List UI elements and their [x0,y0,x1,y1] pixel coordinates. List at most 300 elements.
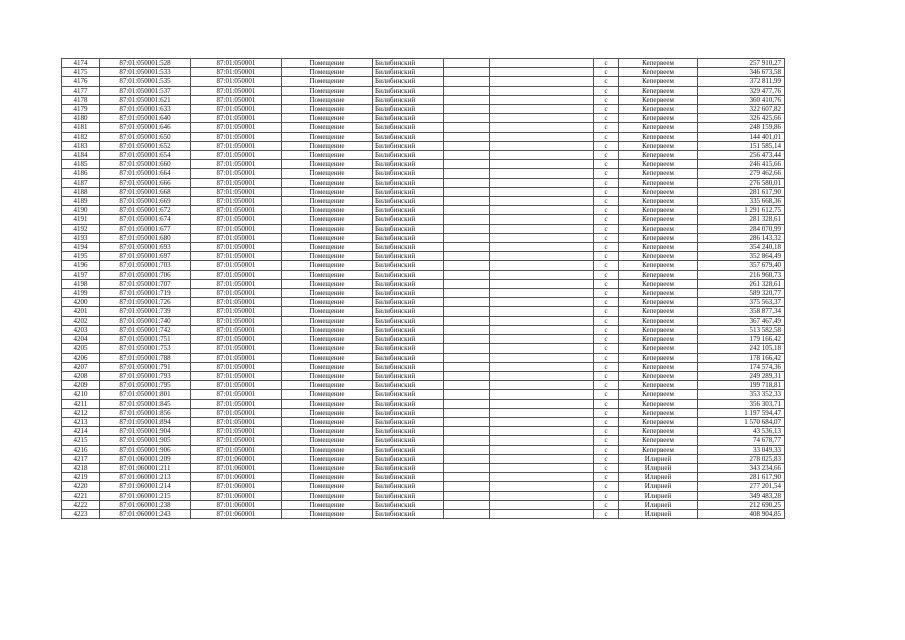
empty-cell [444,197,490,206]
empty-cell [444,178,490,187]
settlement-cell: Кепервеем [619,381,698,390]
cadastral-number-cell: 87:01:050001:707 [100,279,191,288]
cadastral-value-cell: 257 910,27 [698,59,785,68]
district-cell: Билибинский [373,381,444,390]
cadastral-number-cell: 87:01:060001:211 [100,463,191,472]
settlement-cell: Илирней [619,491,698,500]
cadastral-block-cell: 87:01:050001 [191,132,282,141]
table-row [62,371,785,380]
empty-cell [444,114,490,123]
cadastral-value-cell: 277 201,54 [698,482,785,491]
object-type-cell: Помещение [282,243,373,252]
cadastral-block-cell: 87:01:050001 [191,224,282,233]
empty-cell [444,417,490,426]
object-type-cell: Помещение [282,491,373,500]
cadastral-value-cell: 249 289,31 [698,371,785,380]
empty-cell [490,206,594,215]
cadastral-number-cell: 87:01:060001:213 [100,473,191,482]
registry-sheet [61,58,785,519]
cadastral-number-cell: 87:01:050001:726 [100,298,191,307]
cadastral-block-cell: 87:01:050001 [191,178,282,187]
object-type-cell: Помещение [282,353,373,362]
empty-cell [490,233,594,242]
settlement-type-cell: с [594,408,619,417]
table-row [62,261,785,270]
empty-cell [490,316,594,325]
registry-table [61,58,785,519]
settlement-type-cell: с [594,123,619,132]
district-cell: Билибинский [373,141,444,150]
district-cell: Билибинский [373,491,444,500]
settlement-type-cell: с [594,141,619,150]
empty-cell [444,187,490,196]
cadastral-number-cell: 87:01:050001:650 [100,132,191,141]
settlement-type-cell: с [594,500,619,509]
settlement-cell: Илирней [619,463,698,472]
cadastral-block-cell: 87:01:050001 [191,436,282,445]
object-type-cell: Помещение [282,298,373,307]
cadastral-block-cell: 87:01:050001 [191,307,282,316]
district-cell: Билибинский [373,197,444,206]
row-number-cell: 4191 [62,215,100,224]
cadastral-block-cell: 87:01:050001 [191,371,282,380]
cadastral-number-cell: 87:01:060001:209 [100,454,191,463]
empty-cell [490,353,594,362]
cadastral-value-cell: 353 352,33 [698,390,785,399]
table-row [62,132,785,141]
cadastral-block-cell: 87:01:060001 [191,482,282,491]
cadastral-value-cell: 360 410,76 [698,95,785,104]
cadastral-number-cell: 87:01:050001:703 [100,261,191,270]
district-cell: Билибинский [373,316,444,325]
cadastral-block-cell: 87:01:060001 [191,509,282,518]
cadastral-number-cell: 87:01:050001:640 [100,114,191,123]
empty-cell [444,482,490,491]
settlement-cell: Кепервеем [619,261,698,270]
empty-cell [444,289,490,298]
cadastral-block-cell: 87:01:050001 [191,316,282,325]
empty-cell [444,427,490,436]
cadastral-number-cell: 87:01:050001:533 [100,68,191,77]
cadastral-number-cell: 87:01:050001:742 [100,325,191,334]
cadastral-number-cell: 87:01:050001:894 [100,417,191,426]
cadastral-value-cell: 375 563,37 [698,298,785,307]
settlement-cell: Кепервеем [619,178,698,187]
row-number-cell: 4203 [62,325,100,334]
cadastral-block-cell: 87:01:050001 [191,206,282,215]
table-row [62,270,785,279]
district-cell: Билибинский [373,215,444,224]
cadastral-block-cell: 87:01:050001 [191,68,282,77]
cadastral-value-cell: 589 320,77 [698,289,785,298]
district-cell: Билибинский [373,298,444,307]
object-type-cell: Помещение [282,233,373,242]
cadastral-number-cell: 87:01:050001:904 [100,427,191,436]
district-cell: Билибинский [373,77,444,86]
empty-cell [490,187,594,196]
settlement-cell: Кепервеем [619,335,698,344]
table-row [62,381,785,390]
cadastral-value-cell: 246 415,66 [698,160,785,169]
row-number-cell: 4197 [62,270,100,279]
table-row [62,500,785,509]
empty-cell [490,417,594,426]
row-number-cell: 4219 [62,473,100,482]
empty-cell [444,500,490,509]
empty-cell [444,445,490,454]
cadastral-value-cell: 276 580,01 [698,178,785,187]
district-cell: Билибинский [373,408,444,417]
row-number-cell: 4217 [62,454,100,463]
empty-cell [490,325,594,334]
settlement-cell: Кепервеем [619,408,698,417]
empty-cell [490,473,594,482]
settlement-type-cell: с [594,151,619,160]
object-type-cell: Помещение [282,141,373,150]
row-number-cell: 4202 [62,316,100,325]
empty-cell [490,307,594,316]
cadastral-number-cell: 87:01:050001:753 [100,344,191,353]
cadastral-value-cell: 343 234,66 [698,463,785,472]
district-cell: Билибинский [373,187,444,196]
settlement-cell: Кепервеем [619,371,698,380]
district-cell: Билибинский [373,500,444,509]
empty-cell [444,86,490,95]
district-cell: Билибинский [373,105,444,114]
district-cell: Билибинский [373,86,444,95]
empty-cell [490,178,594,187]
settlement-cell: Кепервеем [619,206,698,215]
empty-cell [490,436,594,445]
cadastral-number-cell: 87:01:060001:238 [100,500,191,509]
district-cell: Билибинский [373,289,444,298]
cadastral-block-cell: 87:01:050001 [191,279,282,288]
empty-cell [444,169,490,178]
row-number-cell: 4187 [62,178,100,187]
cadastral-value-cell: 278 025,83 [698,454,785,463]
table-row [62,279,785,288]
row-number-cell: 4188 [62,187,100,196]
row-number-cell: 4183 [62,141,100,150]
settlement-cell: Кепервеем [619,417,698,426]
settlement-type-cell: с [594,473,619,482]
settlement-type-cell: с [594,491,619,500]
empty-cell [490,224,594,233]
empty-cell [444,243,490,252]
settlement-cell: Кепервеем [619,132,698,141]
cadastral-value-cell: 281 328,61 [698,215,785,224]
cadastral-number-cell: 87:01:050001:537 [100,86,191,95]
settlement-cell: Илирней [619,473,698,482]
cadastral-block-cell: 87:01:050001 [191,151,282,160]
settlement-cell: Кепервеем [619,160,698,169]
district-cell: Билибинский [373,417,444,426]
table-row [62,353,785,362]
row-number-cell: 4193 [62,233,100,242]
settlement-cell: Кепервеем [619,270,698,279]
cadastral-value-cell: 199 718,81 [698,381,785,390]
object-type-cell: Помещение [282,454,373,463]
empty-cell [490,132,594,141]
cadastral-value-cell: 33 049,33 [698,445,785,454]
cadastral-value-cell: 212 690,25 [698,500,785,509]
object-type-cell: Помещение [282,279,373,288]
empty-cell [490,105,594,114]
empty-cell [490,362,594,371]
object-type-cell: Помещение [282,436,373,445]
settlement-cell: Илирней [619,454,698,463]
settlement-type-cell: с [594,160,619,169]
object-type-cell: Помещение [282,509,373,518]
cadastral-block-cell: 87:01:050001 [191,270,282,279]
district-cell: Билибинский [373,270,444,279]
cadastral-block-cell: 87:01:050001 [191,325,282,334]
district-cell: Билибинский [373,362,444,371]
object-type-cell: Помещение [282,463,373,472]
empty-cell [444,132,490,141]
cadastral-value-cell: 322 607,82 [698,105,785,114]
cadastral-value-cell: 349 483,28 [698,491,785,500]
object-type-cell: Помещение [282,252,373,261]
row-number-cell: 4221 [62,491,100,500]
cadastral-value-cell: 242 105,18 [698,344,785,353]
cadastral-number-cell: 87:01:050001:668 [100,187,191,196]
settlement-cell: Кепервеем [619,68,698,77]
settlement-type-cell: с [594,344,619,353]
row-number-cell: 4213 [62,417,100,426]
empty-cell [444,59,490,68]
empty-cell [490,371,594,380]
settlement-cell: Кепервеем [619,123,698,132]
row-number-cell: 4216 [62,445,100,454]
empty-cell [490,215,594,224]
settlement-type-cell: с [594,289,619,298]
object-type-cell: Помещение [282,482,373,491]
settlement-type-cell: с [594,243,619,252]
cadastral-number-cell: 87:01:050001:788 [100,353,191,362]
table-row [62,206,785,215]
empty-cell [444,335,490,344]
empty-cell [444,95,490,104]
object-type-cell: Помещение [282,445,373,454]
empty-cell [444,316,490,325]
cadastral-value-cell: 329 477,76 [698,86,785,95]
cadastral-block-cell: 87:01:050001 [191,289,282,298]
empty-cell [490,86,594,95]
district-cell: Билибинский [373,353,444,362]
table-row [62,325,785,334]
empty-cell [444,233,490,242]
settlement-cell: Кепервеем [619,390,698,399]
object-type-cell: Помещение [282,362,373,371]
settlement-type-cell: с [594,187,619,196]
cadastral-value-cell: 358 877,34 [698,307,785,316]
object-type-cell: Помещение [282,215,373,224]
cadastral-number-cell: 87:01:050001:672 [100,206,191,215]
settlement-cell: Кепервеем [619,325,698,334]
empty-cell [490,169,594,178]
district-cell: Билибинский [373,252,444,261]
cadastral-block-cell: 87:01:050001 [191,344,282,353]
settlement-type-cell: с [594,114,619,123]
object-type-cell: Помещение [282,261,373,270]
cadastral-number-cell: 87:01:050001:751 [100,335,191,344]
table-row [62,243,785,252]
object-type-cell: Помещение [282,316,373,325]
empty-cell [490,408,594,417]
settlement-cell: Кепервеем [619,169,698,178]
table-row [62,215,785,224]
settlement-cell: Кепервеем [619,187,698,196]
empty-cell [490,114,594,123]
table-row [62,178,785,187]
settlement-cell: Кепервеем [619,298,698,307]
object-type-cell: Помещение [282,307,373,316]
cadastral-number-cell: 87:01:050001:719 [100,289,191,298]
cadastral-block-cell: 87:01:050001 [191,390,282,399]
cadastral-value-cell: 281 617,90 [698,187,785,196]
district-cell: Билибинский [373,132,444,141]
cadastral-value-cell: 179 166,42 [698,335,785,344]
district-cell: Билибинский [373,151,444,160]
object-type-cell: Помещение [282,132,373,141]
cadastral-block-cell: 87:01:050001 [191,298,282,307]
object-type-cell: Помещение [282,178,373,187]
cadastral-value-cell: 74 678,77 [698,436,785,445]
district-cell: Билибинский [373,95,444,104]
cadastral-block-cell: 87:01:050001 [191,252,282,261]
empty-cell [490,123,594,132]
settlement-cell: Кепервеем [619,151,698,160]
cadastral-number-cell: 87:01:050001:801 [100,390,191,399]
row-number-cell: 4186 [62,169,100,178]
cadastral-block-cell: 87:01:050001 [191,160,282,169]
table-row [62,344,785,353]
table-row [62,482,785,491]
row-number-cell: 4218 [62,463,100,472]
settlement-type-cell: с [594,390,619,399]
cadastral-block-cell: 87:01:050001 [191,141,282,150]
district-cell: Билибинский [373,473,444,482]
row-number-cell: 4176 [62,77,100,86]
settlement-cell: Кепервеем [619,59,698,68]
settlement-cell: Кепервеем [619,362,698,371]
empty-cell [444,454,490,463]
empty-cell [490,197,594,206]
district-cell: Билибинский [373,59,444,68]
settlement-cell: Кепервеем [619,95,698,104]
settlement-type-cell: с [594,371,619,380]
table-row [62,224,785,233]
settlement-type-cell: с [594,353,619,362]
settlement-type-cell: с [594,215,619,224]
empty-cell [444,509,490,518]
cadastral-value-cell: 326 425,66 [698,114,785,123]
row-number-cell: 4223 [62,509,100,518]
cadastral-block-cell: 87:01:050001 [191,233,282,242]
object-type-cell: Помещение [282,151,373,160]
row-number-cell: 4194 [62,243,100,252]
empty-cell [444,252,490,261]
settlement-cell: Кепервеем [619,105,698,114]
empty-cell [490,381,594,390]
settlement-type-cell: с [594,59,619,68]
settlement-cell: Кепервеем [619,224,698,233]
cadastral-number-cell: 87:01:060001:214 [100,482,191,491]
settlement-cell: Илирней [619,482,698,491]
settlement-type-cell: с [594,270,619,279]
empty-cell [490,482,594,491]
object-type-cell: Помещение [282,270,373,279]
object-type-cell: Помещение [282,169,373,178]
cadastral-value-cell: 281 617,90 [698,473,785,482]
cadastral-value-cell: 513 582,58 [698,325,785,334]
empty-cell [444,491,490,500]
cadastral-value-cell: 174 574,36 [698,362,785,371]
cadastral-value-cell: 356 303,71 [698,399,785,408]
table-row [62,187,785,196]
table-row [62,362,785,371]
empty-cell [444,68,490,77]
cadastral-number-cell: 87:01:060001:215 [100,491,191,500]
object-type-cell: Помещение [282,344,373,353]
cadastral-block-cell: 87:01:050001 [191,399,282,408]
settlement-type-cell: с [594,362,619,371]
settlement-type-cell: с [594,206,619,215]
object-type-cell: Помещение [282,197,373,206]
cadastral-block-cell: 87:01:050001 [191,215,282,224]
object-type-cell: Помещение [282,187,373,196]
row-number-cell: 4211 [62,399,100,408]
row-number-cell: 4196 [62,261,100,270]
cadastral-number-cell: 87:01:050001:535 [100,77,191,86]
district-cell: Билибинский [373,169,444,178]
row-number-cell: 4205 [62,344,100,353]
district-cell: Билибинский [373,335,444,344]
district-cell: Билибинский [373,445,444,454]
row-number-cell: 4220 [62,482,100,491]
table-row [62,307,785,316]
settlement-type-cell: с [594,445,619,454]
table-row [62,59,785,68]
district-cell: Билибинский [373,261,444,270]
cadastral-block-cell: 87:01:050001 [191,95,282,104]
row-number-cell: 4178 [62,95,100,104]
cadastral-number-cell: 87:01:050001:905 [100,436,191,445]
settlement-cell: Кепервеем [619,399,698,408]
cadastral-block-cell: 87:01:050001 [191,427,282,436]
settlement-type-cell: с [594,77,619,86]
object-type-cell: Помещение [282,206,373,215]
row-number-cell: 4210 [62,390,100,399]
cadastral-value-cell: 357 679,40 [698,261,785,270]
empty-cell [444,353,490,362]
settlement-type-cell: с [594,86,619,95]
settlement-cell: Кепервеем [619,316,698,325]
row-number-cell: 4190 [62,206,100,215]
settlement-cell: Кепервеем [619,289,698,298]
cadastral-number-cell: 87:01:050001:791 [100,362,191,371]
settlement-type-cell: с [594,417,619,426]
empty-cell [490,509,594,518]
cadastral-number-cell: 87:01:050001:666 [100,178,191,187]
district-cell: Билибинский [373,279,444,288]
empty-cell [444,215,490,224]
row-number-cell: 4204 [62,335,100,344]
empty-cell [490,500,594,509]
table-row [62,169,785,178]
row-number-cell: 4198 [62,279,100,288]
